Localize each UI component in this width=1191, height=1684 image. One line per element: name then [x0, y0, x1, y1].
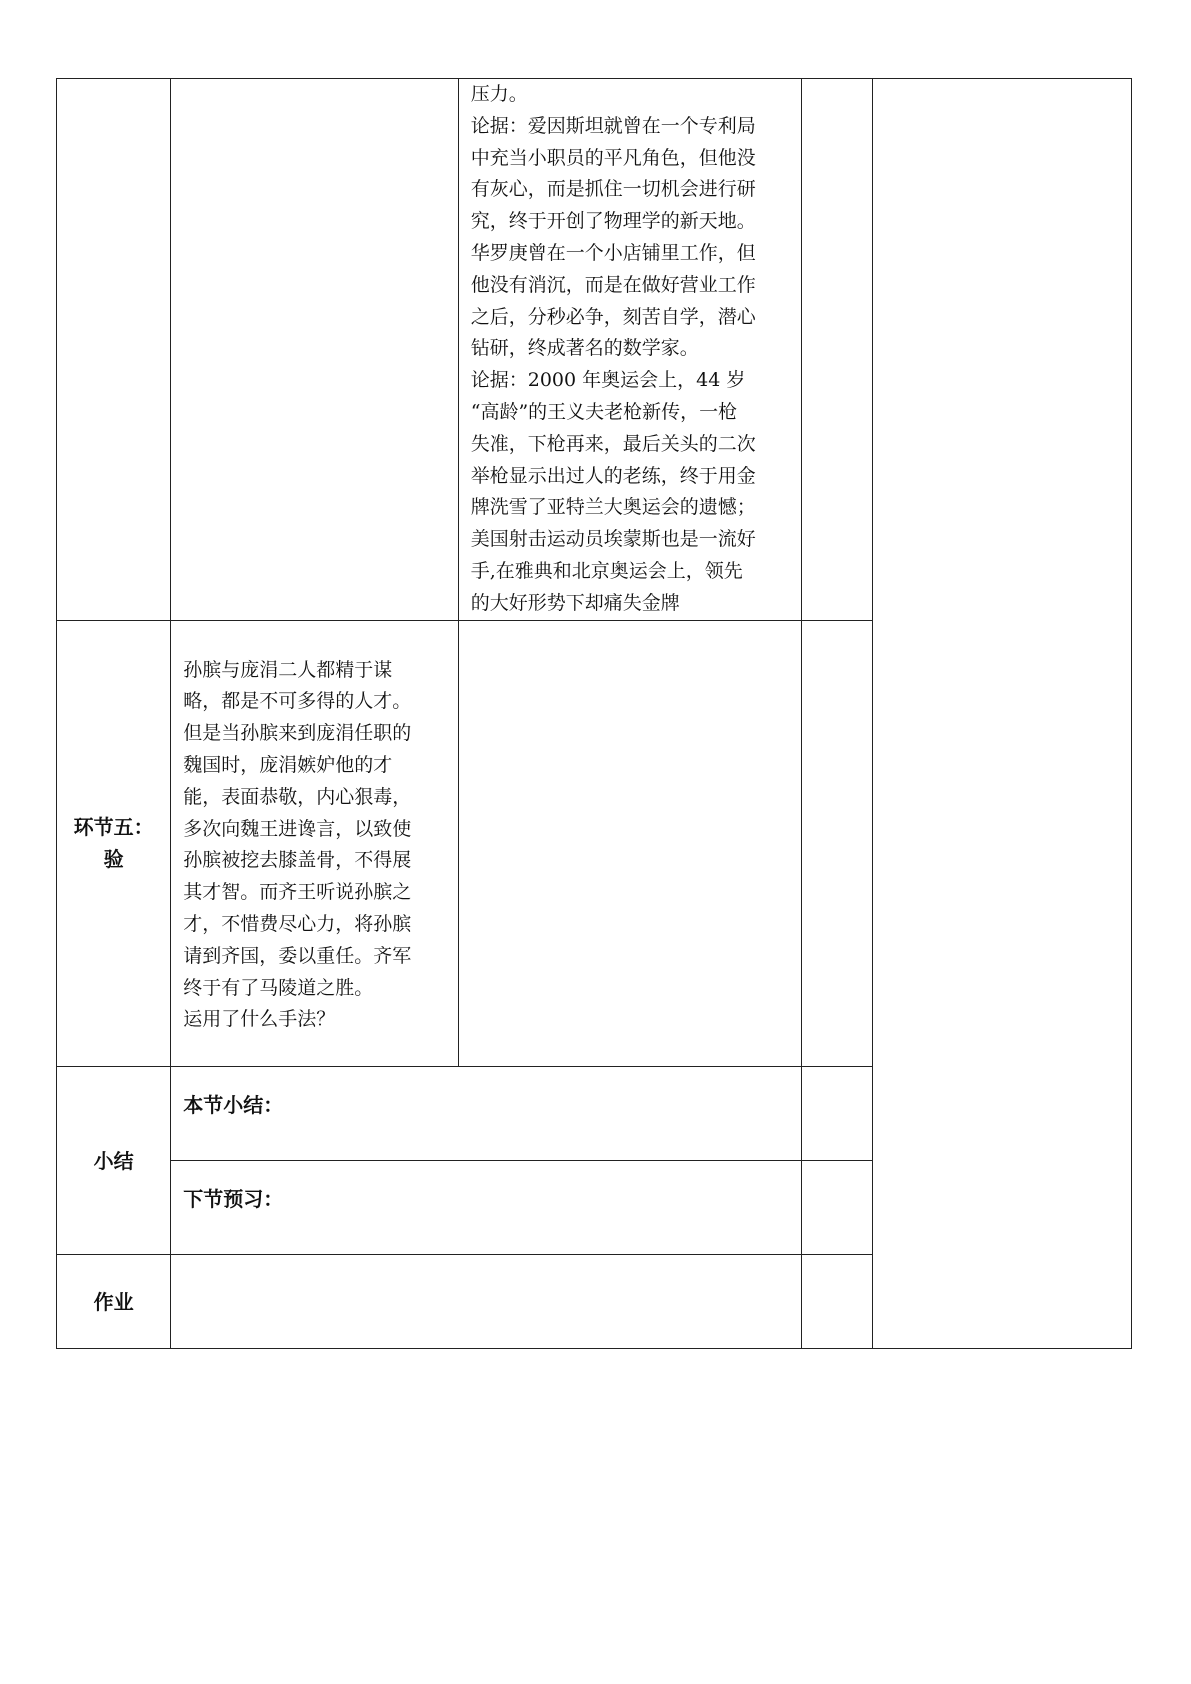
empty-time-cell: [802, 1255, 873, 1349]
empty-time-cell: [802, 1067, 873, 1161]
argument-row: [57, 79, 1132, 621]
notes-column-cell: [873, 79, 1132, 1349]
argument-line: 手,在雅典和北京奥运会上，领先: [470, 559, 743, 582]
empty-time-cell: [802, 620, 873, 1067]
story-line: 运用了什么手法？: [183, 1008, 336, 1031]
argument-cell: [458, 79, 802, 621]
argument-line: 他没有消沉，而是在做好营业工作: [470, 273, 756, 296]
argument-line: 的大好形势下却痛失金牌: [470, 591, 680, 614]
argument-line: 华罗庚曾在一个小店铺里工作，但: [470, 241, 756, 264]
story-line: 能，表面恭敬，内心狠毒，: [183, 785, 412, 808]
story-line: 才，不惜费尽心力，将孙膑: [183, 912, 412, 935]
lesson-plan-table: [56, 78, 1132, 1349]
argument-line: 失准，下枪再来，最后关头的二次: [470, 432, 756, 455]
argument-line: 牌洗雪了亚特兰大奥运会的遗憾；: [470, 496, 756, 519]
argument-line: 论据：爱因斯坦就曾在一个专利局: [470, 114, 756, 137]
argument-line: 究，终于开创了物理学的新天地。: [470, 210, 756, 233]
argument-line: 美国射击运动员埃蒙斯也是一流好: [470, 528, 756, 551]
story-line: 其才智。而齐王听说孙膑之: [183, 881, 412, 904]
story-line: 孙膑与庞涓二人都精于谋: [183, 658, 393, 681]
empty-content-cell: [171, 79, 459, 621]
story-text: [171, 621, 458, 1067]
next-preview-cell: [171, 1161, 802, 1255]
argument-line: 之后，分秒必争，刻苦自学，潜心: [470, 305, 756, 328]
this-section-summary-label: 本节小结：: [183, 1093, 284, 1118]
story-line: 魏国时，庞涓嫉妒他的才: [183, 753, 393, 776]
empty-answer-cell: [458, 620, 802, 1067]
this-section-summary-cell: [171, 1067, 802, 1161]
argument-line: 压力。: [470, 83, 528, 105]
section-five-label: [57, 620, 171, 1067]
homework-content-cell: [171, 1255, 802, 1349]
story-line: 略，都是不可多得的人才。: [183, 690, 412, 713]
story-line: 请到齐国，委以重任。齐军: [183, 944, 412, 967]
empty-time-cell: [802, 79, 873, 621]
story-line: 多次向魏王进谗言，以致使: [183, 817, 412, 840]
story-cell: [171, 620, 459, 1067]
homework-label: 作业: [57, 1255, 171, 1349]
argument-line: “高龄”的王义夫老枪新传，一枪: [470, 400, 738, 423]
argument-line: 钻研，终成著名的数学家。: [470, 337, 699, 360]
section-five-label-line2: 验: [103, 847, 124, 872]
story-line: 孙膑被挖去膝盖骨，不得展: [183, 849, 412, 872]
argument-line: 举枪显示出过人的老练，终于用金: [470, 464, 756, 487]
empty-label-cell: [57, 79, 171, 621]
section-five-label-line1: 环节五：: [73, 815, 154, 840]
story-line: 但是当孙膑来到庞涓任职的: [183, 722, 412, 745]
summary-label: 小结: [57, 1067, 171, 1255]
argument-line: 论据：2000 年奥运会上，44 岁: [470, 369, 746, 392]
argument-text: [459, 79, 802, 620]
argument-line: 中充当小职员的平凡角色，但他没: [470, 146, 756, 169]
next-preview-label: 下节预习：: [183, 1187, 284, 1212]
empty-time-cell: [802, 1161, 873, 1255]
argument-line: 有灰心，而是抓住一切机会进行研: [470, 178, 756, 201]
story-line: 终于有了马陵道之胜。: [183, 976, 374, 999]
